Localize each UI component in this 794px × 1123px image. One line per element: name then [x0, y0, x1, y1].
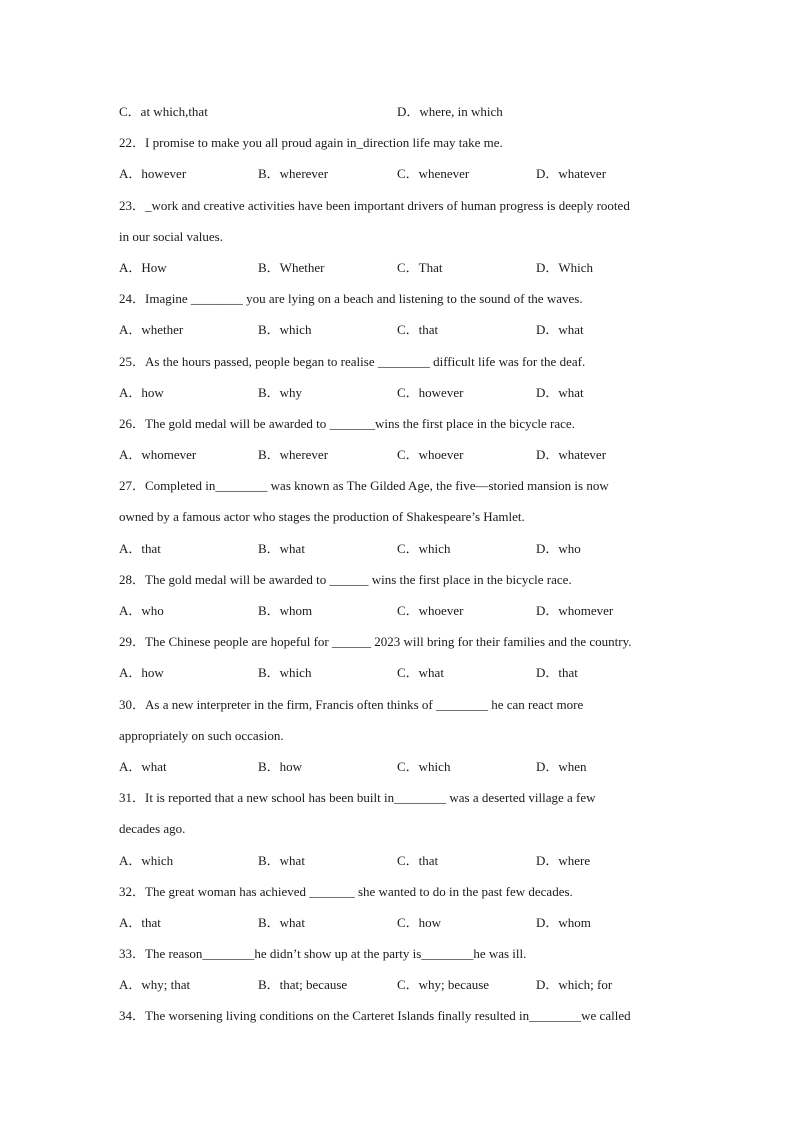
question-block — [119, 944, 679, 1006]
question-stem: 31．It is reported that a new school has been built in________ was a deserted village a few — [119, 790, 596, 806]
answer-option: C．why; because — [397, 977, 490, 993]
question-stem: 24．Imagine ________ you are lying on a beach and listening to the sound of the waves. — [119, 291, 583, 307]
answer-option: D．what — [536, 384, 584, 400]
question-stem: 34．The worsening living conditions on the Carteret Islands finally resulted in________we called — [119, 1008, 631, 1024]
question-stem: 30．As a new interpreter in the firm, Francis often thinks of ________ he can react more — [119, 696, 584, 712]
answer-option: D．which; for — [536, 977, 613, 993]
answer-option: A．that — [119, 914, 161, 930]
answer-option: A．How — [119, 259, 167, 275]
answer-option: D．when — [536, 758, 587, 774]
answer-option: A．however — [119, 166, 187, 182]
options-row — [119, 601, 679, 632]
answer-option: B．what — [258, 540, 305, 556]
options-row — [119, 975, 679, 1006]
question-block — [119, 1006, 679, 1037]
options-row — [119, 102, 679, 133]
answer-option: B．how — [258, 758, 303, 774]
answer-option: D．whatever — [536, 447, 607, 463]
answer-option: B．what — [258, 852, 305, 868]
options-row — [119, 851, 679, 882]
answer-option: B．what — [258, 914, 305, 930]
question-stem: 33．The reason________he didn’t show up at the party is________he was ill. — [119, 946, 527, 962]
answer-option: B．that; because — [258, 977, 348, 993]
answer-option: C．whenever — [397, 166, 470, 182]
question-stem: appropriately on such occasion. — [119, 727, 284, 743]
options-row — [119, 757, 679, 788]
answer-option: A．who — [119, 603, 164, 618]
answer-option: C．which — [397, 540, 451, 556]
options-row — [119, 539, 679, 570]
answer-option: B．which — [258, 322, 312, 338]
question-block — [119, 133, 679, 195]
answer-option: D．where — [536, 852, 591, 868]
question-block — [119, 102, 679, 133]
answer-option: D．that — [536, 665, 578, 681]
options-row — [119, 164, 679, 195]
question-stem: 25．As the hours passed, people began to realise ________ difficult life was for the deaf. — [119, 353, 586, 369]
answer-option: C．that — [397, 852, 439, 868]
question-block — [119, 882, 679, 944]
question-stem: 29．The Chinese people are hopeful for ______ 2023 will bring for their families and the country. — [119, 634, 632, 650]
answer-option: A．whether — [119, 322, 184, 338]
answer-option: C．how — [397, 914, 442, 930]
answer-option: B．wherever — [258, 447, 329, 463]
options-row — [119, 445, 679, 476]
question-stem: 23．_work and creative activities have been important drivers of human progress is deeply rooted — [119, 197, 630, 213]
question-block — [119, 632, 679, 694]
question-stem: 22．I promise to make you all proud again in_direction life may take me. — [119, 135, 503, 151]
answer-option: B．Whether — [258, 259, 325, 275]
question-block — [119, 695, 679, 789]
question-block — [119, 570, 679, 632]
answer-option: A．how — [119, 665, 164, 681]
answer-option: D．Which — [536, 259, 594, 275]
answer-option: C．however — [397, 384, 464, 400]
answer-option: B．wherever — [258, 166, 329, 182]
options-row — [119, 258, 679, 289]
answer-option: D．who — [536, 540, 581, 556]
question-list — [119, 102, 679, 1038]
answer-option: A．which — [119, 852, 174, 868]
question-stem: 28．The gold medal will be awarded to ______ wins the first place in the bicycle race. — [119, 571, 572, 587]
answer-option: D．whatever — [536, 166, 607, 182]
answer-option: D．what — [536, 322, 584, 338]
answer-option: C．whoever — [397, 447, 464, 463]
question-stem: 27．Completed in________ was known as The Gilded Age, the five—storied mansion is now — [119, 478, 609, 494]
answer-option: D．whom — [536, 914, 591, 930]
answer-option: A．that — [119, 540, 161, 556]
options-row — [119, 320, 679, 351]
answer-option: C．at which,that — [119, 104, 208, 119]
question-stem: decades ago. — [119, 821, 186, 837]
answer-option: C．what — [397, 665, 444, 681]
answer-option: D．whomever — [536, 603, 614, 618]
options-row — [119, 383, 679, 414]
question-block — [119, 414, 679, 476]
question-block — [119, 476, 679, 570]
options-row — [119, 663, 679, 694]
question-stem: owned by a famous actor who stages the production of Shakespeare’s Hamlet. — [119, 509, 525, 525]
question-stem: in our social values. — [119, 228, 223, 244]
question-stem: 26．The gold medal will be awarded to _______wins the first place in the bicycle race. — [119, 415, 575, 431]
answer-option: C．that — [397, 322, 439, 338]
question-stem: 32．The great woman has achieved _______ she wanted to do in the past few decades. — [119, 883, 573, 899]
answer-option: D．where, in which — [397, 104, 503, 119]
answer-option: C．whoever — [397, 603, 464, 618]
answer-option: B．which — [258, 665, 312, 681]
answer-option: C．which — [397, 758, 451, 774]
answer-option: A．what — [119, 758, 167, 774]
answer-option: B．why — [258, 384, 303, 400]
question-block — [119, 289, 679, 351]
answer-option: C．That — [397, 259, 443, 275]
answer-option: A．how — [119, 384, 164, 400]
question-block — [119, 352, 679, 414]
question-block — [119, 788, 679, 882]
options-row — [119, 913, 679, 944]
answer-option: A．whomever — [119, 447, 197, 463]
answer-option: B．whom — [258, 603, 313, 618]
answer-option: A．why; that — [119, 977, 191, 993]
question-block — [119, 196, 679, 290]
